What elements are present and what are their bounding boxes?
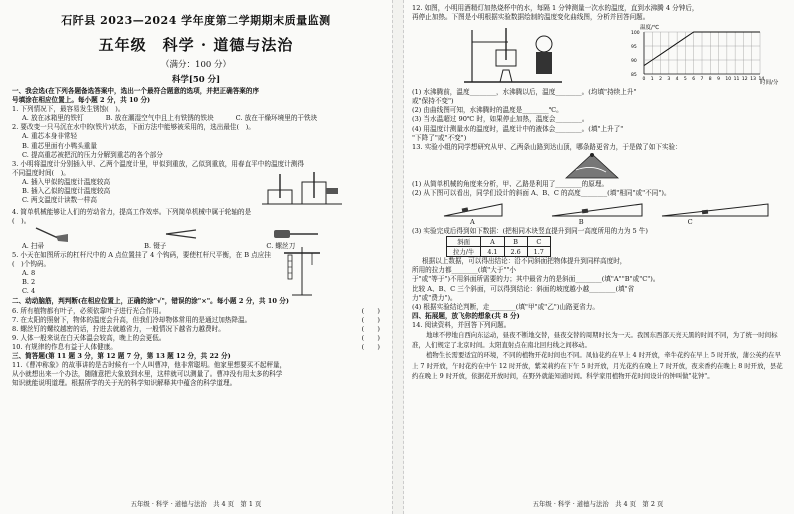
question-4: 4. 简单机械能够让人们的劳动省力，提高工作效率。下列简单机械中属于轮轴的是 [12, 207, 252, 216]
table-cell: 斜面 [447, 237, 481, 247]
question-5-block [12, 269, 380, 297]
exam-title: 石阡县 2023—2024 学年度第二学期期末质量监测 [61, 14, 331, 27]
table-cell: A [481, 237, 504, 247]
part1-heading: 一、我会选(在下列各题备选答案中，选出一个最符合题意的选项，并把正确答案的序 [12, 87, 260, 95]
chart-x-tick-label: 3 [667, 77, 671, 83]
force-table [446, 236, 551, 257]
page-1 [0, 0, 392, 514]
part1-heading-2: 号填涂在相应位置上。每小题 2 分，共 10 分) [12, 96, 151, 105]
question-13-note-1: 根据以上数据，可以得出结论：沿不同斜面把物体提升到同样高度时， [422, 257, 627, 266]
chart-x-tick-label: 7 [700, 77, 704, 83]
chart-x-tick-label: 9 [717, 77, 720, 83]
table-cell: C [527, 237, 550, 247]
temperature-line-chart [626, 22, 786, 86]
slope-label-b: B [578, 218, 584, 227]
chart-xlabel: 时间/分 [760, 80, 779, 87]
mountain-figure [412, 152, 786, 180]
question-12-1: (1) 水沸腾前，温度________，水沸腾以后，温度________。(均填"持续上升" [412, 88, 637, 97]
judge-8: 8. 螺丝钉的螺纹越密的话，拧进去就越省力，一般情况下越省力越费时。 ( ) [12, 324, 380, 333]
chart-x-tick-label: 0 [642, 77, 646, 83]
table-header-row [447, 237, 551, 247]
question-12-4-cont: "下降了"或"不变") [412, 133, 467, 142]
table-cell: B [504, 237, 527, 247]
reading-paragraph-1: 地球不停地自西向东运动，昼夜不断地交替，昼夜交替的周期时长为一天。我国东西部天亮天黑的时间不同，为了统一时间标准，人们规定了北京时间。太阳直射点在南北回归线之间移动。 [412, 330, 778, 350]
judge-9: 9. 人体一般来说在白天体温会较高，晚上的会更低。 ( ) [12, 333, 380, 342]
question-12-3: (3) 当水温超过 90℃ 时，如果停止加热，温度会________。 [412, 115, 589, 124]
question-4-cont: ( )。 [12, 217, 31, 226]
judge-10: 10. 有规律的作息有益于人体健康。 ( ) [12, 342, 380, 351]
question-3-option-a[interactable]: A. 插入甲似的温度计温度较高 [22, 177, 111, 186]
question-12-4: (4) 用温度计测量水的温度时，温度计中的液体会________。(填"上升了" [412, 124, 624, 133]
chart-x-tick-label: 14 [758, 77, 765, 83]
chart-ylabel: 温度/℃ [640, 25, 660, 32]
question-13-note-2: 所用的拉力都________(填"大于""小 [412, 266, 516, 275]
broom-image [32, 226, 72, 242]
question-2-option-a[interactable]: A. 重芯本身非常轻 [22, 132, 78, 141]
tweezers-image [162, 226, 202, 242]
part3-heading: 三、简答题(第 11 题 3 分，第 12 题 7 分，第 13 题 12 分，共 22 分) [12, 351, 231, 360]
section-science: 科学[50 分] [171, 75, 221, 85]
table-cell: 4.1 [481, 247, 504, 257]
question-1-options [12, 114, 380, 123]
question-13-1: (1) 从简单机械的角度来分析，甲、乙路是利用了________的原理。 [412, 179, 609, 188]
option-a[interactable]: A. 扫帚 [22, 242, 45, 251]
question-13: 13. 实验小组的同学想研究从甲、乙两条山路到达山顶，哪条路更省力，于是做了如下实验： [412, 142, 682, 151]
question-5-option-a[interactable]: A. 8 [22, 269, 36, 278]
question-13-2: (2) 从下图可以看出，同学们设计的斜面 A、B、C 的高度________(填"相同"或"不同")。 [412, 188, 671, 197]
exam-score: （满分：100 分） [161, 60, 231, 70]
chart-x-tick-label: 13 [750, 77, 756, 83]
question-5: 5. 小天在如图所示的杠杆尺中的 A 点位置挂了 4 个钩码，要使杠杆尺平衡，在 B 点应挂 [12, 251, 271, 260]
question-14: 14. 阅读资料，并回答下列问题。 [412, 320, 511, 329]
chart-x-tick-label: 2 [659, 77, 662, 83]
slope-labels [412, 218, 786, 227]
question-3: 3. 小明将温度计分别插入甲、乙两个温度计里，甲似到重放，乙似到重放，用春直平中的温度计测得 [12, 159, 304, 168]
chart-x-tick-label: 12 [741, 77, 748, 83]
reading-paragraph-2: 植物生长需要适宜的环境，不同的植物开花时间也不同。凤仙花约在早上 4 时开放，牵牛花约在早上 5 时开放，蒲公英约在早上 7 时开放，午时花约在中午 12 时开放，紫茉莉约在下午 5 时开放，月光花约在晚上 7 时开放，夜来香约在晚上 8 时开放，昙花约在晚上 9 时开放，依据花开放时间，在野外就能知道时间。科学家用植物开花时间设计的钟叫做"花钟"。 [412, 351, 783, 380]
chart-y-tick-label: 85 [631, 72, 637, 78]
option-a[interactable]: A. 放在冰箱里的铁钉 [22, 114, 84, 123]
table-row [447, 247, 551, 257]
table-cell: 1.7 [527, 247, 550, 257]
question-11-cont-2: 知识就能说明道理。根据所学的关于光的科学知识解释其中蕴含的科学道理。 [12, 379, 237, 388]
question-12-figure [412, 22, 786, 88]
judge-7: 7. 在太阳的照射下，物体的温度会升高，但我们冷却物体常用的是通过加热降温。 ( ) [12, 315, 380, 324]
question-3-option-c[interactable]: C. 两支温度计读数一样高 [22, 195, 97, 204]
question-3-block [12, 178, 380, 208]
chart-x-tick-label: 6 [692, 77, 696, 83]
question-13-note-4: 比较 A、B、C 三个斜面，可以得到结论：斜面的坡度越小越________(填"省 [412, 284, 635, 293]
mountain-image [562, 152, 622, 180]
question-2-option-b[interactable]: B. 重芯里面有小鸭头重量 [22, 141, 97, 150]
chart-x-tick-label: 5 [683, 77, 687, 83]
question-1: 1. 下列情况下，最容易发生锈蚀( )。 [12, 105, 125, 114]
question-5-cont: ( )个钩码。 [12, 260, 51, 269]
question-2-option-c[interactable]: C. 提高重芯被把沉的压力分解到重芯的各个部分 [22, 150, 163, 159]
question-4-options [12, 242, 380, 251]
question-12-1-cont: 或"保持不变") [412, 97, 454, 106]
lever-ruler-image [282, 247, 322, 297]
option-b[interactable]: B. 放在潮湿空气中且上有铁锈的铁块 [105, 114, 214, 123]
slope-label-c: C [687, 218, 693, 227]
question-13-3: (3) 实验完成后得到如下数据：(把相同木块竖直提升到同一高度所用的力为 5 牛) [412, 227, 648, 236]
option-c[interactable]: C. 放在干燥环境里的干铁块 [235, 114, 318, 123]
footer-page-2: 五年级 · 科学 · 道德与法治 共 4 页 第 2 页 [532, 500, 664, 508]
thermometer-setup-image [262, 172, 342, 208]
question-11: 11.《曹冲称象》的故事讲的是古时候有一个人叫曹冲，他非常聪明。他家里想要买不起秤量， [12, 361, 287, 370]
question-3-option-b[interactable]: B. 插入乙似的温度计温度较高 [22, 186, 111, 195]
question-13-4: (4) 根据实验结论判断，走________(填"甲"或"乙")山路更省力。 [412, 302, 599, 311]
part2-heading: 二、动动脑筋，判判断(在相应位置上，正确的涂"√"，错误的涂"×"。每小题 2 分，共 10 分) [12, 297, 289, 306]
question-5-option-b[interactable]: B. 2 [22, 278, 36, 287]
judge-6: 6. 所有植物都有叶子，必须依靠叶子进行光合作用。 ( ) [12, 306, 380, 315]
question-2: 2. 要改变一只马沉在水中的(铁片)状态，下面方法中能够被采用的，选出最佳( )。 [12, 123, 255, 132]
slopes-image [442, 198, 772, 218]
exam-subtitle: 五年级 科学 · 道德与法治 [98, 36, 294, 54]
chart-y-tick-label: 90 [631, 58, 637, 64]
chart-x-tick-label: 8 [708, 77, 712, 83]
table-cell: 2.6 [504, 247, 527, 257]
question-5-option-c[interactable]: C. 4 [22, 287, 36, 296]
screwdriver-image [272, 226, 322, 242]
page-2 [402, 0, 794, 514]
chart-x-tick-label: 11 [733, 77, 740, 83]
chart-x-tick-label: 1 [650, 77, 654, 83]
option-c[interactable]: C. 螺丝刀 [266, 242, 296, 251]
chart-y-tick-label: 95 [631, 44, 637, 50]
chart-x-tick-label: 4 [675, 77, 679, 83]
chart-x-tick-label: 10 [725, 77, 732, 83]
question-12-cont: 再停止加热。下图是小明根据实验数据绘制的温度变化曲线图，分析并回答问题。 [412, 13, 650, 22]
chart-y-tick-label: 100 [631, 30, 640, 36]
slopes-figure [412, 198, 786, 218]
question-12: 12. 如图，小明用酒精灯加热烧杯中的水，每隔 1 分钟测量一次水的温度，直到水沸腾 4 分钟后， [412, 4, 699, 12]
question-12-2: (2) 由曲线图可知，水沸腾时的温度是________℃。 [412, 106, 563, 115]
question-4-images [12, 226, 380, 242]
option-b[interactable]: B. 镊子 [144, 242, 167, 251]
table-cell: 拉力/牛 [447, 247, 481, 257]
question-11-cont: 从小就想出来一个办法，随随意把大象放到水里，这样就可以测量了。曹冲没有用太多的科学 [12, 370, 283, 379]
question-13-note-5: 力"或"费力")。 [412, 293, 457, 302]
alcohol-lamp-setup-image [462, 24, 572, 86]
chart-grid [644, 32, 760, 74]
footer-page-1: 五年级 · 科学 · 道德与法治 共 4 页 第 1 页 [130, 500, 262, 508]
question-13-note-3: 于"或"等于")不用斜面所需要的力；其中最省力的是斜面________(填"A""B"或"C")。 [412, 275, 660, 284]
part4-heading: 四、拓展题，放飞你的想象(共 8 分) [412, 311, 520, 320]
slope-label-a: A [470, 218, 475, 227]
question-3-cont: 不同温度时间( )。 [12, 168, 70, 177]
